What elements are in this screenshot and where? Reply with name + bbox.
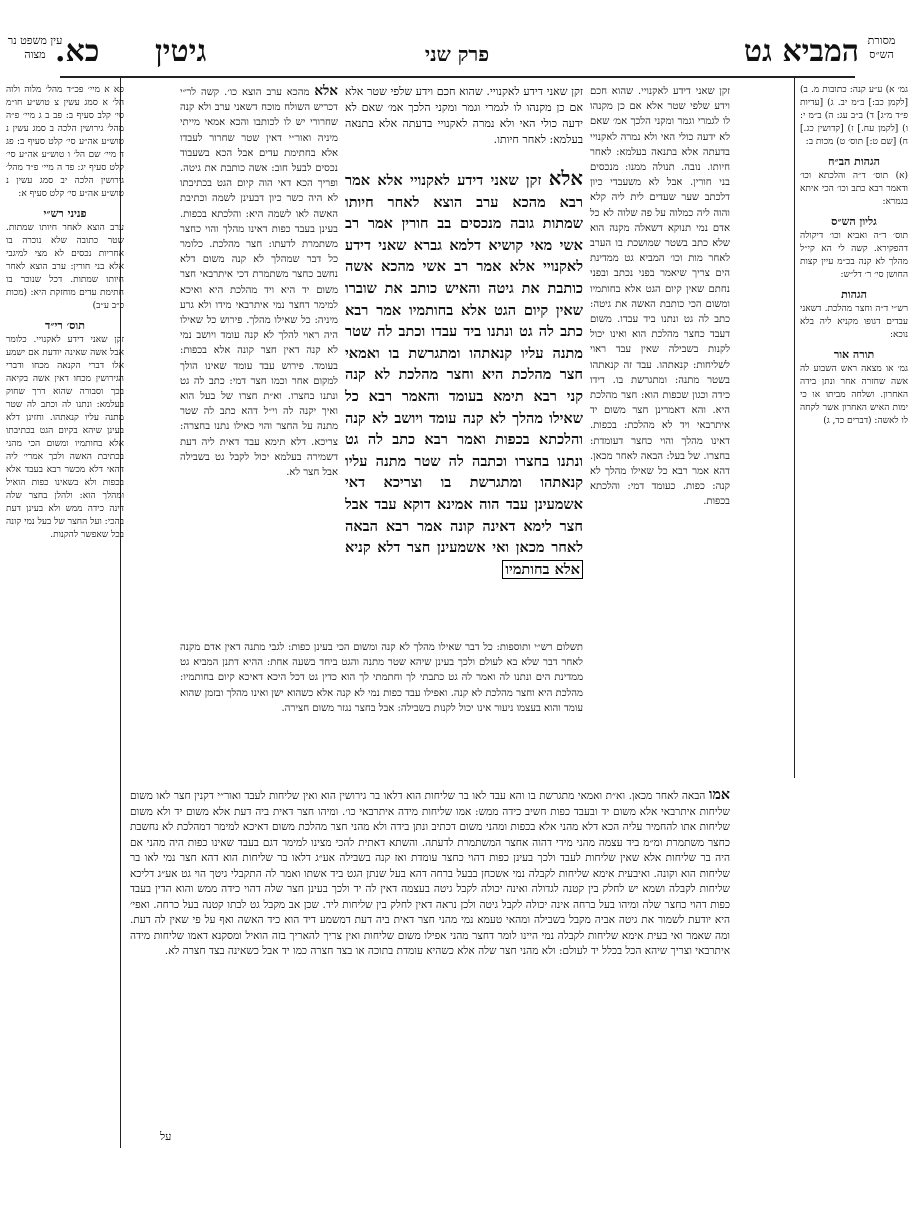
gemara-opening [345, 84, 583, 168]
catchword: על [160, 1130, 172, 1143]
right-margin-rule [794, 78, 795, 778]
commentary-body: הבאה לאחר מכאן. וא״ת ואמאי מתגרשת בו והא עבד לאו בר שליחות הוא דלאו בר גירושין הוא ואין שליחות לעבד ואור״י דקנין חצר לאו משום שליחות איתרבאי אלא משום יד ובעבד כפות חשיב כידה ממש: אמו שליחות מידה איתרבאי כו׳. ומיהו חצר דאית ביה דעת אלא משום יד ולא משום שליחות אתו להחמיר עליה הכא דלא מהני אלא בכפות ומהני משום דכתיב ונתן בידה ולא מהני חצר מהלכת משום דאיכא למימר דמהלכת לא נחשבת כחצר משתמרת ומ״מ ביד עצמה מהני מידי דהוה אחצר המשתמרת לדעתה. והשתא דאתית להכי מצינו למימר דגם בעבד שאינו כפות היה מהני אם היה בר שליחות אלא שאין שליחות לעבד ולכך בעינן כפות דהוי כחצר עומדת ואז קנה בשבילה אע״ג דלאו בר שליחות הוא דהא חצר נמי לאו בר שליחות הוא וקונה. ואיבעית אימא שליחות לקבלה נמי אשכחן בבעל ברחה דהא בעל שנתן הגט ביד אשתו ואמר לה התקבלי גיטך הוי גט אע״ג דליכא שליחות לקבלה ושמא יש לחלק בין קטנה לגדולה ואינה יכולה לקבל גיטה בעצמה דאין לה יד ולכך בעינן חצר שלה דהוי כידה ממש והוא הדין בעבד כפות דהוי כחצר שלה ומיהו בעל ברחה אינה יכולה לקבל גיטה ולכן נראה דאין לחלק בין שליחות ליד. שכן אב מקבל גט לבתו קטנה בעל כרחה. ואפי׳ היא יודעת לשמור את גיטה אביה מקבל בשבילה ומהאי טעמא נמי מהני חצר דאית ביה דעת דמשמע דיד הוא כיד האשה ואף על פי שאין לה דעת. ומה שאמר ואי בעית אימא שליחות לקבלה נמי היינו לומר דחצר מהני אפילו משום שליחות ואין צריך להאריך בזה הואיל ומסקנא דאמו שליחות מידה איתרבאי וצריך שיהא הכל בכלל יד לעולם: ולא מהני חצר שלה אלא כשהיא עומדת בתוכה או בצד חצרה כמו יד אבל כשאינה בצד חצרה לא. [130, 790, 730, 957]
ein-mishpat-text: פא א מיי׳ פכ״ד מהל׳ מלוה ולוה הל׳ א סמג עשין צ טוש״ע חו״מ סי׳ קלב סעיף ב: פב ב ג מיי׳ פ״ה מהל׳ גירושין הלכה ב סמג עשין נ טוש״ע אה״ע סי׳ קלט סעיף ב: פג ד מיי׳ שם הל׳ ו טוש״ע אה״ע סי׳ קלט סעיף יג: פד ה מיי׳ פ״ד מהל׳ גירושין הלכה יב סמג עשין נ טוש״ע אה״ע סי׳ קלט סעיף א: [6, 85, 124, 199]
page-header [55, 32, 859, 70]
tosafot-lead-word: אלא [314, 84, 338, 99]
gemara-opening-text: זקן שאני דידע לאקנויי. שהוא חכם וידע שלפי שטר אלא אם כן מקנהו לו לגמרי וגמר ומקני הלכך אמ׳ שאם לא ידעה כולי האי ולא נמרה לאקנויי בדעתה אלא בתנאה בעלמא: לאחר חיותו. [345, 85, 583, 146]
commentary-lead-word: אמו [708, 788, 730, 803]
hagahot-habach-title: הגהות הב״ח [828, 155, 880, 168]
torah-or-title: תורה אור [833, 348, 875, 361]
masoret-hashas-heading: מסורת הש״ס [867, 34, 896, 61]
header-rule [60, 76, 855, 78]
rashi-commentary [590, 84, 730, 784]
tosafot-rid-title: תוס׳ רי״ד [45, 319, 85, 332]
chapter-number: פרק שני [424, 42, 490, 66]
rashi-body: זקן שאני דידע לאקנויי. שהוא חכם וידע שלפי שטר אלא אם כן מקנהו לו לגמרי וגמר ומקני הלכך אמ׳ שאם לא ידעה כולי האי ולא נמרה לאקנויי בדעתה אלא בתנאה בעלמא: לאחר חיותו. נובה. תנולה ממנו: מנכסים בני חורין. אבל לא משעבדי כיון דלכתב שער שעדים לית ליה קלא והוה ליה כמלוה על פה שלוה לא כל אדם נמי תנוקא דשאלה מקנה הוא שלא כתב בשטר שמושכת בו הערב לאחר מות וכו׳ המביא גט ממדינת הים צריך שיאמר בפני נכתב ובפני נחתם שאין קיום הגט אלא בחותמיו ומשום הכי כותבת האשה את גיטה: כתב לה גט ונתנו ביד עבדו. משום דעבד כחצר מהלכת הוא ואינו יכול לקנות בשבילה שאין עבד ראוי לשליחות: קנאתהו. עבד זה קנאתהו בשטר מתנה: ומתגרשת בו. דידו כידה וכגון שכפות הוא: חצר מהלכת היא. והא דאמרינן חצר משום יד איתרבאי ויד לא מהלכת: בכפות. דאינו מהלך והוי כחצר דעומדת: בחצרו. של בעל: הבאה לאחר מכאן. דהא אמר רבא כל שאילו מהלך לא קנה: כפות. כעומד דמי: והלכתא בכפות. [590, 86, 730, 508]
left-margin-notes [6, 84, 124, 1144]
torah-or-text: גמ׳ או מצאה ראש השבוע לה אשה שחזרה אחר ונתן בידה האחרון. ושלחה מביתו או כי ימות האיש האחרון אשר לקחה לו לאשה: (דברים כד, ג) [800, 364, 908, 426]
pninei-rashi-title: פניני רש״י [43, 207, 87, 220]
chapter-name: המביא גט [743, 34, 859, 69]
gemara-text [345, 168, 583, 638]
hagahot-text: רש״י ד״ה וחצר מהלכת. דשאני עבדים דגופו מקניא ליה בלא נוכא: [800, 304, 908, 340]
tosafot-bottom [180, 640, 583, 785]
tosafot-bottom-body: תשלום רש״י ותוספות: כל דבר שאילו מהלך לא קנה ומשום הכי בעינן כפות: לגבי מתנה דאין אדם מקנה לאחר דבר שלא בא לעולם ולכך בעינן שיהא שטר מתנה והגט ביחד בשעה אחת: ההיא דתנן המביא גט ממדינת הים ונתנו לה ואמר לה גט כתבתי לך וחתמתי לך הוא כדין גט דכל היכא דאיכא קיום בחותמיו: מהלכת היא וחצר מהלכת לא קנה. ואפילו עבד כפות נמי לא קנה אלא כשהוא ישן ואינו מהלך ובזמן שהוא עומד והוא בעצמו ניעור אינו יכול לקנות בשבילה: אבל בחצר נגזר משום חצירה. [180, 642, 583, 714]
right-margin-notes [800, 84, 908, 684]
masoret-notes: גמ׳ א) ע״ע קנה: כתובות מ. ב) [לקמן כב:] ב״מ יב. ג) [עדיות פ״ד מ״ג] ד) ב״ב עג: ה) ב״מ י: ו) [לקמן עח.] ז) [קדושין כג.] ח) [שם ט:] תוס׳ ט) מכות ב: [800, 85, 908, 147]
gemara-lead-word: אלא [548, 168, 583, 190]
bottom-commentary [130, 788, 730, 1143]
hagahot-title: הגהות [841, 288, 867, 301]
ein-mishpat-heading: עין משפט נר מצוה [7, 34, 63, 61]
tractate-name: גיטין [155, 34, 207, 69]
hagahot-habach-text: (א) תוס׳ ד״ה והלכתא וכו׳ ודאמר רבא כתב וכו׳ הכי איתא בגמרא: [800, 171, 908, 207]
tosafot-body: מהכא ערב הוצא כו׳. קשה לר״י דכריש השולח מוכח דשאני ערב ולא קנה שחרורי יש לו לכותבו והכא אמאי מייתי מיניה ואור״י דאין שטר שחרור לעבדו אלא בחתימת עדים אבל הכא בשעבוד נכסים לבעל חוב: אשה כותבת את גיטה. ופריך הכא דאי הוה קיום הגט בכתיבתו לא היה כשר כיון דבעינן לשמה וכתיבת האשה לאו לשמה היא: והלכתא בכפות. בעינן בעבד כפות דאינו מהלך והוי כחצר משתמרת לדעתו: חצר מהלכת. כלומר כל דבר שמהלך לא קנה משום דלא נחשב כחצר משתמרת דכי איתרבאי חצר משום יד היא ויד מהלכת היא ואיכא למימר דחצר נמי איתרבאי מידו ולא גרע מיניה: כל שאילו מהלך. פירוש כל שאילו היה ראוי להלך לא קנה עומד ויושב נמי לא קנה דאין חצר קונה אלא בכפות: בעומד. פירוש עבד עומד שאינו הולך למקום אחר וכמו חצר דמי: כתב לה גט ונתנו בחצרו. וא״ת חצרו של בעל הוא ואיך יקנה לה וי״ל דהא כתב לה שטר מתנה על החצר והוי כאילו נתנו בחצרה: צריכא. דלא תימא עבד דאית ליה דעת דשמירה בעלמא יכול לקבל גט בשבילה אבל חצר לא. [180, 87, 338, 479]
gemara-body: זקן שאני דידע לאקנויי אלא אמר רבא מהכא ערב הוצא לאחר חיותו שמתות גובה מנכסים בב חורין אמר רב אשי מאי קושיא דלמא גברא שאני דידע לאקנויי אלא אמר רב אשי מהכא אשה כותבת את גיטה והאיש כותב את שוברו שאין קיום הגט אלא בחותמיו אמר רבא כתב לה גט ונתנו ביד עבדו וכתב לה שטר מתנה עליו קנאתהו ומתגרשת בו ואמאי חצר מהלכת היא וחצר מהלכת לא קנה קני רבא תימא בעומד והאמר רבא כל שאילו מהלך לא קנה עומד ויושב לא קנה והלכתא בכפות ואמר רבא כתב לה גט ונתנו בחצרו וכתבה לה שטר מתנה עליו קנאתהו ומתגרשת בו וצריכא דאי אשמעינן עבד הוה אמינא דוקא עבד אבל חצר לימא דאינה קונה אמר רבא הבאה לאחר מכאן ואי אשמעינן חצר דלא קניא [345, 172, 583, 557]
tosafot-rid-text: זקן שאני דידע לאקנויי. כלומר אבל אשה שאינה יודעת אם ישמע אלו דברי הקנאה מכחו ודברי הגירושין מכחו דאין אשה בקיאה בכך וסבורה שהוא דרך שחוק בעלמא: ונתנו לה וכתב לה שטר מתנה עליו קנאתהו. וחזינן דלא בעינן שיהא בקיום הגט בכתיבתו אלא בחותמיו ומשום הכי מהני בכתיבת האשה ולכך אמרי׳ ליה דהאי דלא מכשר רבא בעבד אלא בכפות ולא בשאינו כפות הואיל ומהלך הוא: ולהלן בחצר שלה דינה כידה ממש ולא בעינן דעת בהכי: ועל החצר של בעל נמי קונה בכל שאפשר להקנות. [6, 335, 124, 540]
gilyon-hashas-text: תוס׳ ד״ה ואביא וכו׳ דיקולה דהפקירא. קשה לי הא קי״ל מהלך לא קנה בכ״מ עיין קצות החושן סי׳ ר׳ דל״ש: [800, 231, 908, 280]
gemara-highlight: אלא בחותמיו [502, 560, 583, 579]
gilyon-hashas-title: גליון הש״ס [831, 215, 877, 228]
folio-number: כא. [55, 34, 100, 69]
pninei-rashi-text: ערב הוצא לאחר חיותו שמתות. שטר כתובה שלא נוכרה בו אחריות נכסים לא מצי למיגבי אלא בני חורין: ערב הוצא לאחר חיותו שמתות. דכל שנוכר בו חתימת עדים מוחזקת היא: (מכות כ״ב ע״ב) [6, 223, 124, 311]
